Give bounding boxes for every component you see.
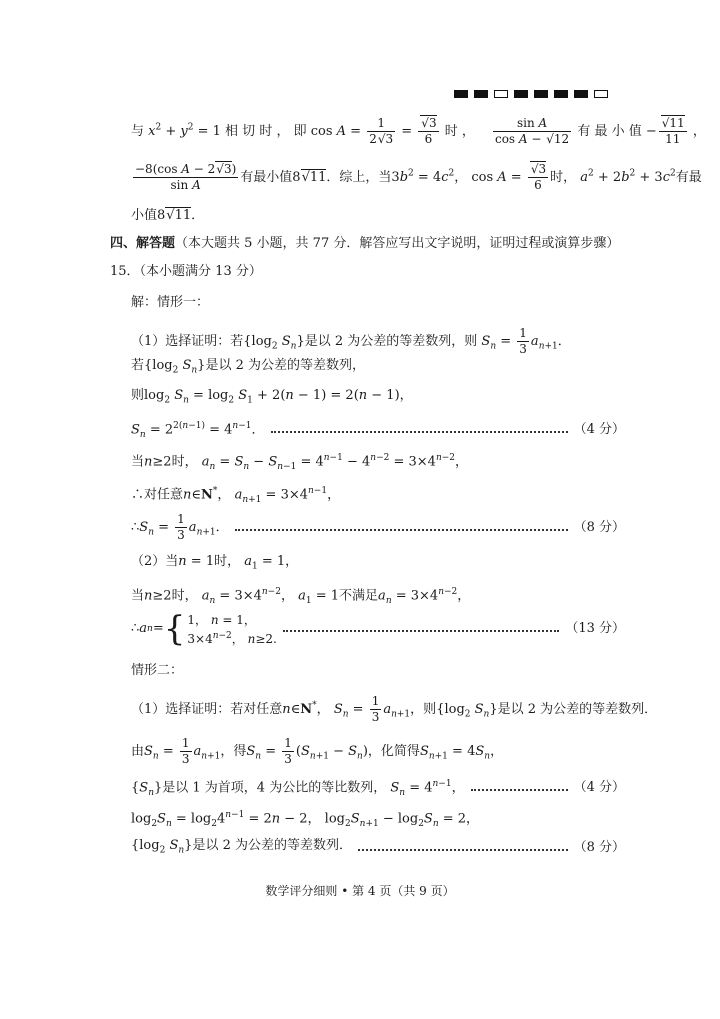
text: ．综上，当 [326,170,392,185]
text-line-scored: $\therefore S_n$ = $\frac{1}{3}$ $a_{n+1}$． （8 分） [131,512,625,542]
text: 有 最 小 值 [573,124,646,139]
text: 有最 [675,170,702,185]
text: 15．（本小题满分 13 分） [110,264,262,279]
text-line: 小值8√11． [131,208,205,223]
header-mark [574,90,588,98]
question-title [110,262,262,282]
text: ，则 [410,702,437,717]
text: 相 切 时 ， 即 [220,124,311,139]
text: 时， [550,170,577,185]
text: 由 [131,744,145,759]
text: ∴ [131,487,145,503]
text-line: （1）选择证明：若对任意n∈N*， $S_n$ = $\frac{1}{3}$ $a_{n+1}$，则{$\log_2$ $S_n$}是以 2 为公差的等差数列． [131,694,658,724]
text-line [131,661,183,681]
header-mark [494,90,508,98]
text-line-scored: {$\log_2$ $S_n$}是以 2 为公差的等差数列． （8 分） [131,836,625,861]
text-line: （1）选择证明：若{$\log_2$ $S_n$}是以 2 为公差的等差数列，则 $S_n$ = $\frac{1}{3}$ $a_{n+1}$． [131,326,571,356]
section-title: 四、解答题 [110,236,176,251]
section-note: （本大题共 5 小题，共 77 分．解答应写出文字说明，证明过程或演算步骤） [175,236,620,251]
text: 若 [131,358,145,373]
text-line: 与 $x^2 + y^2 = 1$ 相 切 时 ， 即 cos A = $\frac{1}{2√3}$ = $\frac{√3}{6}$ 时 ， $\frac{\text{sin A}}{\text{cos A − √12}}$ 有 最 小 值 − $\frac{√11}{11}$ ， [131,116,706,146]
text: ， [454,170,468,185]
header-mark [514,90,528,98]
text-line: 当n≥2时， $a_n = S_n - S_{n-1} = 4^{n-1} - 4^{n-2} = 3\times 4^{n-2}$， [131,453,469,472]
text: 是以 2 为公差的等差数列． [497,702,658,717]
text-line: $\log_2S_n = \log_24^{n-1} = 2n - 2$， $\log_2S_{n+1} - \log_2S_n = 2$， [131,810,480,829]
header-mark [554,90,568,98]
score-mark: （8 分） [573,519,625,535]
text-line-scored: $S_n = 2^{2(n-1)} = 4^{n-1}$． （4 分） [131,421,625,440]
text: 是以 2 为公差的等差数列， [205,358,365,373]
text: 时， [171,454,198,470]
header-mark [474,90,488,98]
score-mark: （8 分） [573,840,625,856]
header-mark [594,90,608,98]
text: （2）当 [131,554,179,569]
text: ，化简得 [367,744,420,759]
text: 当 [131,588,145,604]
text: 时 ， [440,124,475,139]
text-line-scored: ∴ a n = { 1， n = 1， $3\times 4^{n-2}$， n≥2. （13 分） [131,609,625,649]
text: 是以 2 为公差的等差数列． [192,838,352,853]
text: 解：情形一： [131,295,210,310]
text: 当 [131,454,145,470]
text: ∴ [131,520,140,535]
text: ∴ [131,621,140,636]
score-mark: （4 分） [573,422,625,438]
text: 是以 1 为首项，4 为公比的等比数列， [162,780,387,796]
text: ，得 [220,744,247,759]
text-line [131,293,209,313]
score-mark: （4 分） [573,780,625,796]
text-line: （2）当n = 1时， $a_1 = 1$， [131,554,299,572]
text: 有最小值 [240,170,293,185]
header-mark [534,90,548,98]
text: 时， [214,554,241,569]
text: 与 [131,124,149,139]
header-marks [454,90,608,98]
text-line: 则$\log_2 S_n = \log_2 S_1 + 2(n - 1) = 2(n - 1)$， [131,388,413,406]
text: 对任意 [144,487,184,503]
text-line: 若{$\log_2$ $S_n$}是以 2 为公差的等差数列， [131,358,365,376]
text: 情形二： [131,663,184,678]
text-line: 当n≥2时， $a_n = 3\times 4^{n-2}$， $a_1 = 1$不满足$a_n = 3\times 4^{n-2}$， [131,587,471,606]
text-line-scored: $\{S_n\}$是以 1 为首项，4 为公比的等比数列， $S_n = 4^{n-1}$， （4 分） [131,779,625,798]
text-line: 由$S_n$ = $\frac{1}{3}$ $a_{n+1}$，得$S_n$ = $\frac{1}{3}$ $(S_{n+1} - S_n)$，化简得$S_{n+1} = 4S_n$， [131,736,504,766]
text: 是以 2 为公差的等差数列，则 [304,334,478,349]
text-line: ∴对任意n∈N*， $a_{n+1} = 3\times 4^{n-1}$， [131,486,341,505]
text: 时， [171,588,198,604]
section-heading [110,234,619,254]
text: ， [688,124,706,139]
text: 小值 [131,208,158,223]
text: 不满足 [339,588,379,604]
page-footer: 数学评分细则 • 第 4 页（共 9 页） [265,884,455,898]
text-line: $\frac{\text{−8(cos A − 2√3)}}{\text{sin A}}$ 有最小值8√11．综上，当$3b^2 = 4c^2$， cos A = $\frac{√3}{6}$ 时， $a^2 + 2b^2 + 3c^2$有最 [135,162,702,192]
text: （1）选择证明：若对任意 [131,702,283,717]
header-mark [454,90,468,98]
text: （1）选择证明：若 [131,334,244,349]
score-mark: （13 分） [565,621,625,636]
text: 则 [131,388,145,403]
